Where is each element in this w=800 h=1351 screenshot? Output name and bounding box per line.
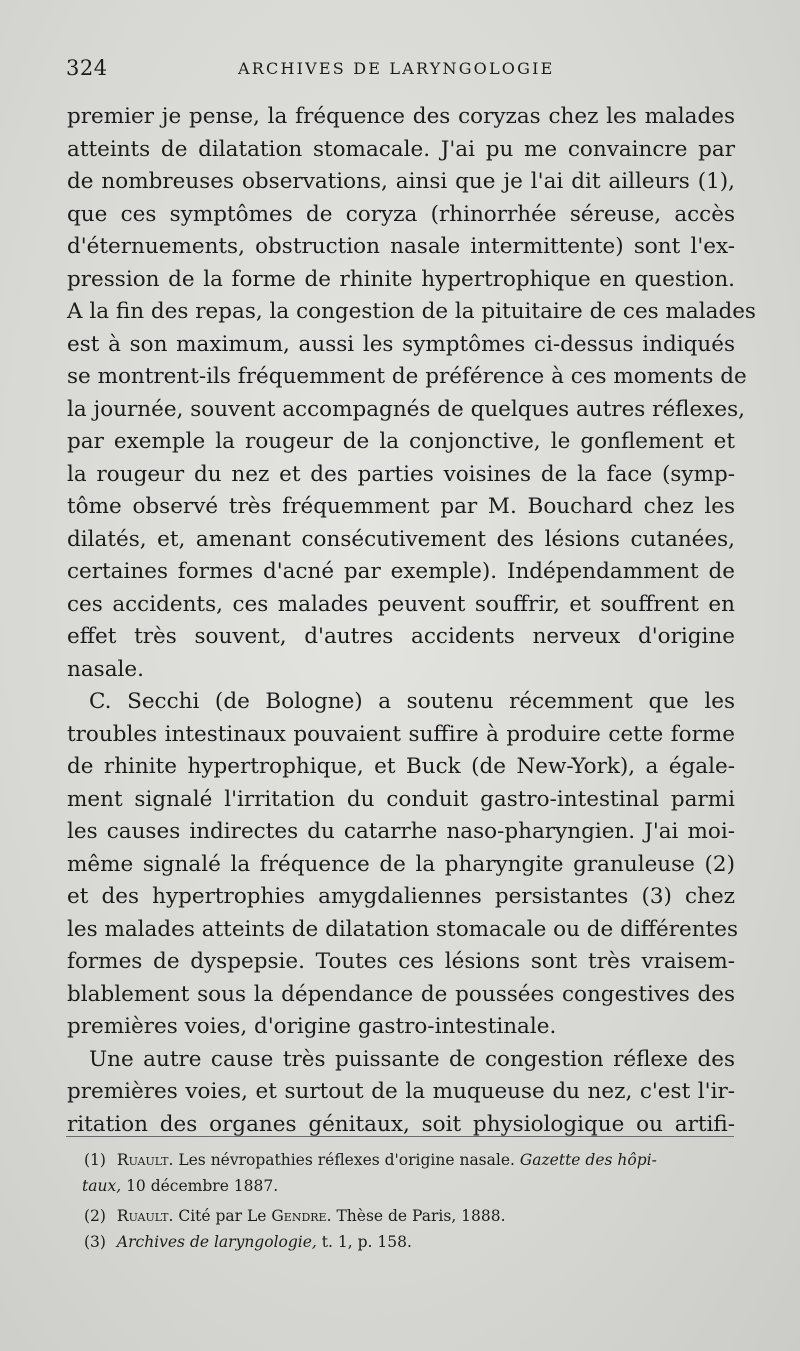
footnote-2 <box>84 1203 734 1229</box>
footnote-text: t. 1, p. 158. <box>321 1233 412 1251</box>
text-line: les malades atteints de dilatation stomacale ou de différentes <box>67 916 738 942</box>
text-line: d'éternuements, obstruction nasale intermittente) sont l'ex- <box>67 234 735 259</box>
text-line: Une autre cause très puissante de congestion réflexe des <box>89 1046 735 1072</box>
text-line: dilatés, et, amenant consécutivement des lésions cutanées, <box>67 526 735 552</box>
text-line: et des hypertrophies amygdaliennes persistantes (3) chez <box>67 884 735 909</box>
text-line: formes de dyspepsie. Toutes ces lésions sont très vraisem- <box>67 949 735 974</box>
text-line: la journée, souvent accompagnés de quelques autres réflexes, <box>67 396 745 422</box>
footnote-author: Ruault. <box>116 1207 174 1225</box>
text-line: ment signalé l'irritation du conduit gastro-intestinal parmi <box>67 786 735 812</box>
text-line: blablement sous la dépendance de poussées congestives des <box>67 981 735 1007</box>
text-line: ces accidents, ces malades peuvent souffrir, et souffrent en <box>67 591 735 617</box>
footnote-1 <box>84 1147 734 1173</box>
text-line: C. Secchi (de Bologne) a soutenu récemment que les <box>89 689 735 714</box>
footnote-text: Thèse de Paris, 1888. <box>336 1207 506 1225</box>
text-line: premières voies, et surtout de la muqueuse du nez, c'est l'ir- <box>67 1079 735 1104</box>
text-line: que ces symptômes de coryza (rhinorrhée séreuse, accès <box>67 201 735 227</box>
footnote-author: Gendre. <box>271 1207 332 1225</box>
text-line: par exemple la rougeur de la conjonctive, le gonflement et <box>67 429 735 454</box>
running-head <box>66 56 734 86</box>
text-line: nasale. <box>67 656 144 682</box>
text-line: A la fin des repas, la congestion de la pituitaire de ces malades <box>67 299 756 324</box>
footnote-text: Les névropathies réflexes d'origine nasale. <box>178 1151 515 1169</box>
text-line: la rougeur du nez et des parties voisines de la face (symp- <box>67 461 735 487</box>
text-line: pression de la forme de rhinite hypertrophique en question. <box>67 266 735 292</box>
body-text <box>67 101 756 1141</box>
footnote-journal: Gazette des hôpi- <box>519 1151 657 1169</box>
footnote-journal: taux, <box>82 1177 122 1195</box>
text-line: premières voies, d'origine gastro-intestinale. <box>67 1014 557 1039</box>
text-line: tôme observé très fréquemment par M. Bouchard chez les <box>67 494 735 519</box>
page-number: 324 <box>66 56 108 80</box>
text-line: troubles intestinaux pouvaient suffire à produire cette forme <box>67 721 735 747</box>
footnote-1-continued <box>82 1173 734 1199</box>
text-line: ritation des organes génitaux, soit physiologique ou artifi- <box>67 1111 735 1137</box>
text-line: de rhinite hypertrophique, et Buck (de New-York), a égale- <box>67 754 735 779</box>
text-line: atteints de dilatation stomacale. J'ai pu me convaincre par <box>67 136 735 162</box>
footnote-mark: (3) <box>84 1233 106 1251</box>
text-line: premier je pense, la fréquence des coryzas chez les malades <box>67 104 735 129</box>
footnote-3 <box>84 1229 734 1255</box>
running-title: ARCHIVES DE LARYNGOLOGIE <box>238 59 555 78</box>
footnote-author: Ruault. <box>116 1151 174 1169</box>
footnote-text: Cité par Le <box>178 1207 267 1225</box>
footnote-date: 10 décembre 1887. <box>126 1177 279 1195</box>
text-line: effet très souvent, d'autres accidents nerveux d'origine <box>67 624 735 649</box>
footnote-rule <box>66 1136 734 1137</box>
text-line: même signalé la fréquence de la pharyngite granuleuse (2) <box>67 851 735 877</box>
text-line: se montrent-ils fréquemment de préférence à ces moments de <box>67 364 747 389</box>
footnote-journal: Archives de laryngologie, <box>116 1233 317 1251</box>
text-line: les causes indirectes du catarrhe naso-pharyngien. J'ai moi- <box>67 819 735 844</box>
text-line: certaines formes d'acné par exemple). Indépendamment de <box>67 559 735 584</box>
footnote-mark: (2) <box>84 1207 106 1225</box>
text-line: de nombreuses observations, ainsi que je l'ai dit ailleurs (1), <box>67 169 735 194</box>
footnote-mark: (1) <box>84 1151 106 1169</box>
footnotes <box>84 1147 734 1255</box>
text-line: est à son maximum, aussi les symptômes ci-dessus indiqués <box>67 331 735 357</box>
